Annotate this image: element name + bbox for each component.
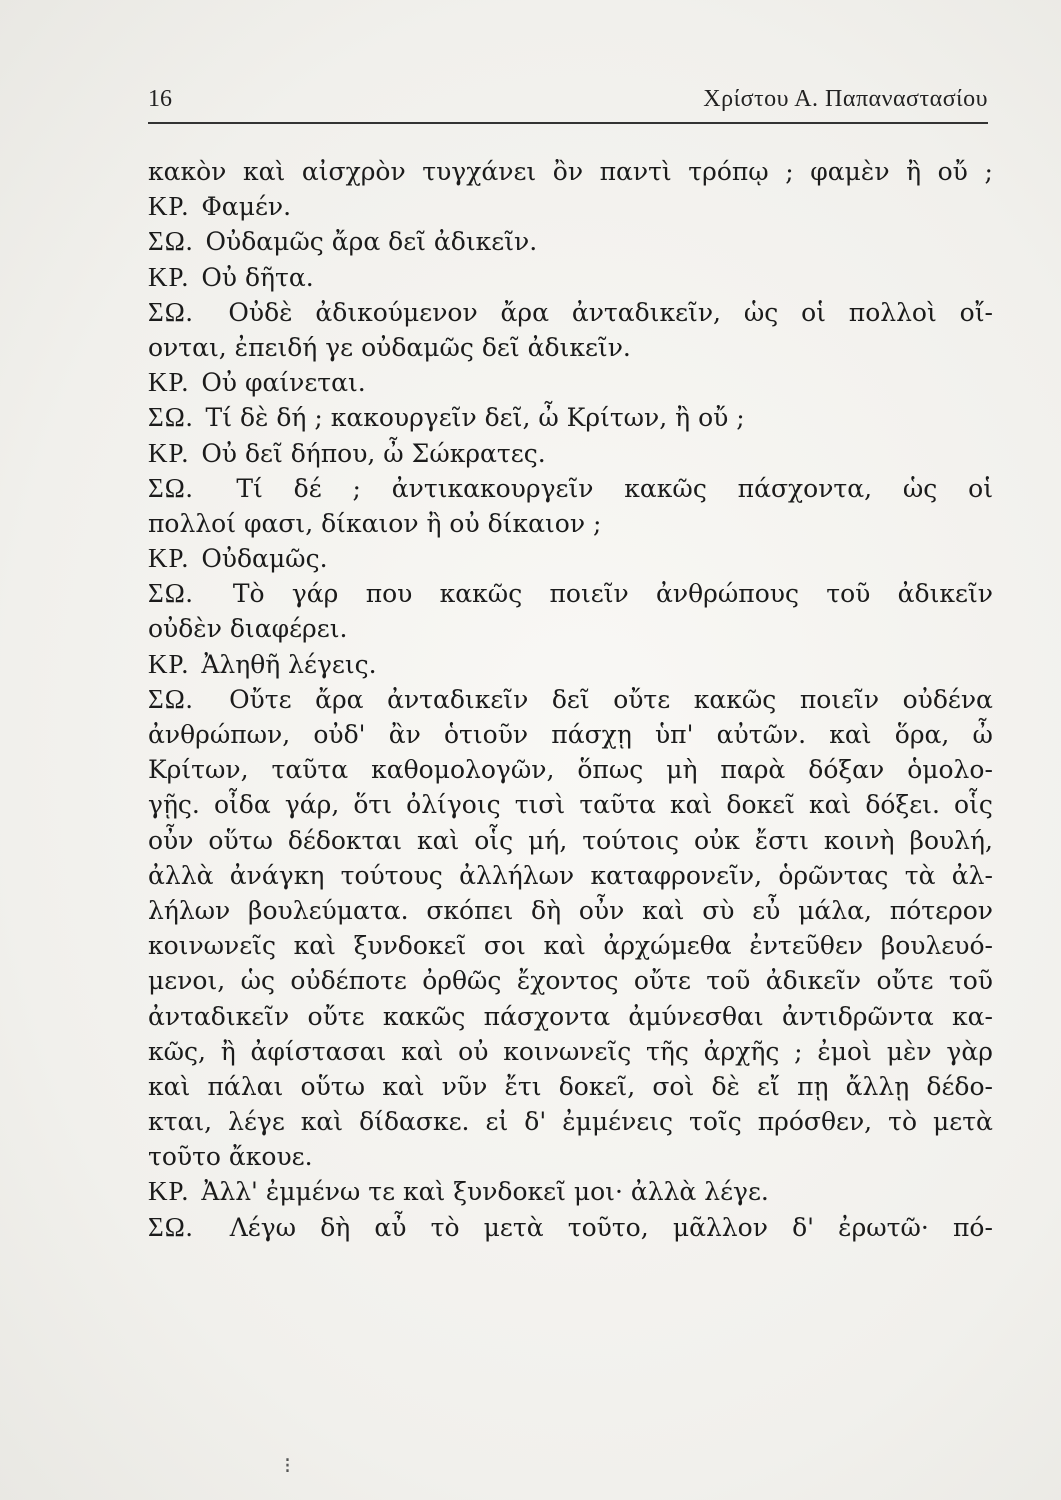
word: ἀνάγκη: [229, 860, 325, 890]
word: δέδοκται: [287, 825, 403, 855]
word: Λέγω: [229, 1212, 297, 1242]
word: δοκεῖ: [726, 790, 795, 820]
text-line: [148, 541, 993, 576]
text-line: [148, 576, 993, 611]
word: κται,: [148, 1107, 213, 1137]
text-line: [148, 471, 993, 506]
word: δ': [792, 1212, 814, 1242]
word: σὺ: [702, 895, 735, 925]
line-text: Οὐ δῆτα.: [201, 262, 314, 292]
word: τούτους: [340, 860, 443, 890]
running-head: Χρίστου Α. Παπαναστασίου: [703, 86, 988, 112]
page-number: 16: [148, 86, 172, 112]
line-text: τοῦτο ἄκουε.: [148, 1142, 313, 1172]
word: δέδο-: [926, 1071, 993, 1101]
word: οἱ: [968, 473, 993, 503]
word: μενοι,: [148, 966, 226, 996]
word: ὁρῶντας: [778, 860, 889, 890]
word: ἀνταδικεῖν: [387, 684, 529, 714]
word: δέ: [293, 473, 322, 503]
word: ὀλίγοις: [406, 790, 501, 820]
word: μετὰ: [483, 1212, 544, 1242]
word: ἄρα: [500, 297, 549, 327]
word: καὶ: [543, 931, 586, 961]
line-text: Οὐδαμῶς.: [201, 544, 328, 574]
word: οὕτω: [300, 1071, 365, 1101]
speaker-label: ΚΡ.: [148, 367, 190, 398]
word: γὰρ: [946, 1036, 993, 1066]
word: καὶ: [401, 1036, 444, 1066]
word: κακῶς: [693, 684, 777, 714]
word: δεῖ: [551, 684, 590, 714]
word: ἐντεῦθεν: [749, 931, 864, 961]
word: σοὶ: [652, 1071, 695, 1101]
word: αὖ: [374, 1212, 407, 1242]
word: δὴ: [320, 1212, 351, 1242]
word: τῆς: [646, 1036, 689, 1066]
speaker-label: ΚΡ.: [148, 261, 190, 292]
word: πολλοὶ: [848, 297, 937, 327]
speaker-label: ΣΩ.: [148, 226, 194, 257]
speaker-label: ΣΩ.: [148, 472, 194, 503]
word: λέγε: [228, 1107, 285, 1137]
text-line: [148, 928, 993, 963]
text-line: [148, 682, 993, 717]
text-line: [148, 365, 993, 400]
speaker-label: ΚΡ.: [148, 437, 190, 468]
speaker-label: ΚΡ.: [148, 543, 190, 574]
word: ἀλ-: [951, 860, 993, 890]
word: δὴ: [531, 895, 562, 925]
word: βουλή,: [909, 825, 993, 855]
word: που: [365, 579, 413, 609]
word: ἀλλήλων: [459, 860, 575, 890]
word: τοῦ: [948, 966, 993, 996]
text-line: [148, 999, 993, 1034]
text-line: [148, 823, 993, 858]
word: Κρίτων,: [148, 755, 249, 785]
word: κοινὴ: [823, 825, 895, 855]
word: οὐκ: [693, 825, 740, 855]
word: ὅπως: [577, 755, 644, 785]
word: Οὐδὲ: [228, 297, 293, 327]
text-line: [148, 1104, 993, 1139]
text-line: [148, 1210, 993, 1245]
word: εἴ: [757, 1071, 780, 1101]
line-text: Ἀλλ' ἐμμένω τε καὶ ξυνδοκεῖ μοι· ἀλλὰ λέγε.: [201, 1177, 769, 1207]
word: ποιεῖν: [799, 684, 880, 714]
word: δόξαν: [808, 755, 885, 785]
word: γάρ,: [284, 790, 340, 820]
word: ἄρα: [315, 684, 364, 714]
word: οὐδ': [313, 720, 366, 749]
word: ξυνδοκεῖ: [353, 931, 467, 961]
word: δοκεῖ,: [558, 1071, 636, 1101]
word: ὁτιοῦν: [443, 720, 529, 749]
text-line: [148, 506, 993, 541]
word: πρόσθεν,: [757, 1107, 873, 1137]
text-line: [148, 893, 993, 928]
word: Τὸ: [232, 579, 265, 609]
word: μετὰ: [933, 1107, 993, 1137]
word: αὐτῶν.: [716, 720, 807, 749]
word: καὶ: [293, 931, 336, 961]
line-text: Τί δὲ δή ; κακουργεῖν δεῖ, ὦ Κρίτων, ἢ οὔ ;: [205, 403, 745, 433]
word: ἔχοντος: [516, 966, 619, 996]
word: ἐμοὶ: [817, 1036, 872, 1066]
word: ἀνταδικεῖν,: [571, 297, 721, 327]
word: καθομολογῶν,: [371, 755, 555, 785]
line-text: Ἀληθῆ λέγεις.: [201, 649, 377, 679]
word: παντὶ: [599, 157, 672, 186]
word: ἀντιδρῶντα: [781, 1001, 934, 1031]
word: οὐδέποτε: [290, 966, 407, 996]
word: οἷς: [954, 790, 993, 820]
word: καταφρονεῖν,: [590, 860, 763, 890]
word: ;: [984, 157, 993, 186]
text-line: [148, 1034, 993, 1069]
word: ἀντικακουργεῖν: [391, 473, 594, 503]
word: ἐρωτῶ·: [838, 1212, 929, 1242]
text-line: [148, 436, 993, 471]
word: γάρ: [291, 579, 339, 609]
word: ἀρχώμεθα: [603, 931, 732, 961]
word: καὶ: [148, 1071, 191, 1101]
word: ἔτι: [504, 1071, 542, 1101]
word: ἀρχῆς: [703, 1036, 780, 1066]
text-line: [148, 400, 993, 435]
word: ἔστι: [754, 825, 809, 855]
word: μάλα,: [798, 895, 872, 925]
word: ὦ: [972, 720, 993, 749]
bottom-mark: ⁝: [284, 1454, 291, 1479]
word: πῃ: [797, 1071, 829, 1101]
word: ;: [352, 473, 361, 503]
word: ἂν: [388, 720, 421, 749]
word: ὡς: [902, 473, 938, 503]
word: αἰσχρὸν: [301, 157, 406, 186]
word: τὸ: [430, 1212, 460, 1242]
word: πό-: [952, 1212, 993, 1242]
word: γῇς.: [148, 790, 200, 820]
word: δ': [524, 1107, 547, 1137]
word: ἀμύνεσθαι: [628, 1001, 764, 1031]
word: κακῶς: [382, 1001, 466, 1031]
line-text: Οὐ δεῖ δήπου, ὦ Σώκρατες.: [201, 438, 546, 468]
word: καὶ: [382, 1071, 425, 1101]
word: οὔτε: [613, 684, 671, 714]
word: ἀνθρώπων,: [148, 720, 291, 749]
word: τρόπῳ: [688, 157, 769, 186]
word: ὅτι: [353, 790, 393, 820]
word: ποιεῖν: [549, 579, 629, 609]
word: εἰ: [485, 1107, 509, 1137]
word: ὁμολο-: [907, 755, 993, 785]
word: τισὶ: [514, 790, 566, 820]
line-text: ονται, ἐπειδή γε οὐδαμῶς δεῖ ἀδικεῖν.: [148, 332, 631, 362]
word: ὅρα,: [894, 720, 950, 749]
word: τυγχάνει: [422, 157, 537, 186]
word: τοῦ: [706, 966, 751, 996]
word: ;: [794, 1036, 803, 1066]
word: κα-: [952, 1001, 993, 1031]
word: ἀδικούμενον: [315, 297, 478, 327]
word: ὀρθῶς: [422, 966, 502, 996]
word: καὶ: [300, 1107, 344, 1137]
word: λήλων: [148, 895, 231, 925]
speaker-label: ΣΩ.: [148, 402, 194, 433]
word: ἢ: [906, 157, 922, 186]
line-text: Φαμέν.: [201, 192, 292, 222]
word: ἀλλὰ: [148, 860, 214, 890]
word: ὂν: [552, 157, 584, 186]
word: κῶς,: [148, 1036, 206, 1066]
word: καὶ: [670, 790, 713, 820]
word: κακῶς: [624, 473, 707, 503]
speaker-label: ΣΩ.: [148, 296, 194, 327]
word: οἴ-: [959, 297, 993, 327]
word: ἀνθρώπους: [656, 579, 799, 609]
word: τὰ: [904, 860, 936, 890]
line-text: οὐδὲν διαφέρει.: [148, 614, 348, 644]
word: σοι: [483, 931, 526, 961]
word: οὕτω: [208, 825, 273, 855]
line-text: Οὐδαμῶς ἄρα δεῖ ἀδικεῖν.: [205, 227, 538, 257]
text-line: [148, 1139, 993, 1174]
word: οἱ: [801, 297, 826, 327]
word: μᾶλλον: [672, 1212, 768, 1242]
word: καὶ: [808, 790, 852, 820]
word: μὲν: [886, 1036, 932, 1066]
word: ἄλλῃ: [845, 1071, 910, 1101]
word: μή,: [528, 825, 568, 855]
word: Οὔτε: [229, 684, 292, 714]
word: τούτοις: [582, 825, 680, 855]
text-line: [148, 330, 993, 365]
speaker-label: ΣΩ.: [148, 578, 194, 609]
word: φαμὲν: [810, 157, 890, 186]
line-text: πολλοί φασι, δίκαιον ἢ οὐ δίκαιον ;: [148, 508, 602, 538]
text-line: [148, 963, 993, 998]
word: κακὸν: [148, 157, 227, 186]
word: οὐδένα: [902, 684, 993, 714]
word: δὲ: [711, 1071, 740, 1101]
word: οὐ: [458, 1036, 489, 1066]
word: τοῦ: [826, 579, 871, 609]
word: ἀφίστασαι: [250, 1036, 387, 1066]
speaker-label: ΚΡ.: [148, 648, 190, 679]
word: ὡς: [240, 966, 275, 996]
word: καὶ: [829, 720, 872, 749]
word: κοινωνεῖς: [148, 931, 277, 961]
word: ταῦτα: [271, 755, 349, 785]
word: ;: [785, 157, 794, 186]
word: οἷς: [474, 825, 514, 855]
word: σκόπει: [426, 895, 514, 925]
text-line: [148, 611, 993, 646]
word: οὔτε: [876, 966, 934, 996]
text-line: [148, 717, 993, 752]
word: πάσχοντα,: [737, 473, 873, 503]
word: βουλευό-: [880, 931, 993, 961]
word: πάσχοντα: [483, 1001, 611, 1031]
word: πάλαι: [207, 1071, 284, 1101]
word: πότερον: [889, 895, 993, 925]
text-line: [148, 189, 993, 224]
text-line: [148, 260, 993, 295]
word: πάσχῃ: [551, 720, 632, 749]
word: οἶδα: [213, 790, 271, 820]
word: παρὰ: [720, 755, 786, 785]
word: ἀδικεῖν: [897, 579, 993, 609]
text-line: [148, 1174, 993, 1209]
word: κακῶς: [439, 579, 523, 609]
text-line: [148, 787, 993, 822]
word: μὴ: [666, 755, 698, 785]
page-header: [148, 86, 988, 116]
word: νῦν: [441, 1071, 488, 1101]
dialogue-text: [148, 154, 993, 1245]
word: οὖν: [578, 895, 625, 925]
word: ἐμμένεις: [562, 1107, 674, 1137]
text-line: [148, 647, 993, 682]
word: ἢ: [220, 1036, 236, 1066]
word: τὸ: [888, 1107, 918, 1137]
text-line: [148, 224, 993, 259]
word: ἀδικεῖν: [765, 966, 862, 996]
word: καὶ: [242, 157, 286, 186]
word: ταῦτα: [579, 790, 656, 820]
word: οὔ: [937, 157, 968, 186]
text-line: [148, 154, 993, 189]
text-line: [148, 295, 993, 330]
text-line: [148, 1069, 993, 1104]
speaker-label: ΣΩ.: [148, 683, 194, 714]
word: Τί: [236, 473, 263, 503]
speaker-label: ΚΡ.: [148, 191, 190, 222]
word: δόξει.: [865, 790, 940, 820]
word: κοινωνεῖς: [503, 1036, 632, 1066]
word: καὶ: [417, 825, 460, 855]
speaker-label: ΣΩ.: [148, 1211, 194, 1242]
word: ὡς: [743, 297, 779, 327]
word: καὶ: [642, 895, 685, 925]
header-rule: [148, 122, 988, 124]
text-line: [148, 858, 993, 893]
word: τοῦτο,: [567, 1212, 649, 1242]
word: τοῖς: [689, 1107, 742, 1137]
word: εὖ: [752, 895, 781, 925]
word: οὔτε: [307, 1001, 365, 1031]
text-line: [148, 752, 993, 787]
word: οὔτε: [633, 966, 691, 996]
word: δίδασκε.: [359, 1107, 470, 1137]
word: οὖν: [148, 825, 194, 855]
word: βουλεύματα.: [248, 895, 409, 925]
word: ἀνταδικεῖν: [148, 1001, 290, 1031]
line-text: Οὐ φαίνεται.: [201, 368, 366, 398]
word: ὑπ': [654, 720, 694, 749]
speaker-label: ΚΡ.: [148, 1176, 190, 1207]
